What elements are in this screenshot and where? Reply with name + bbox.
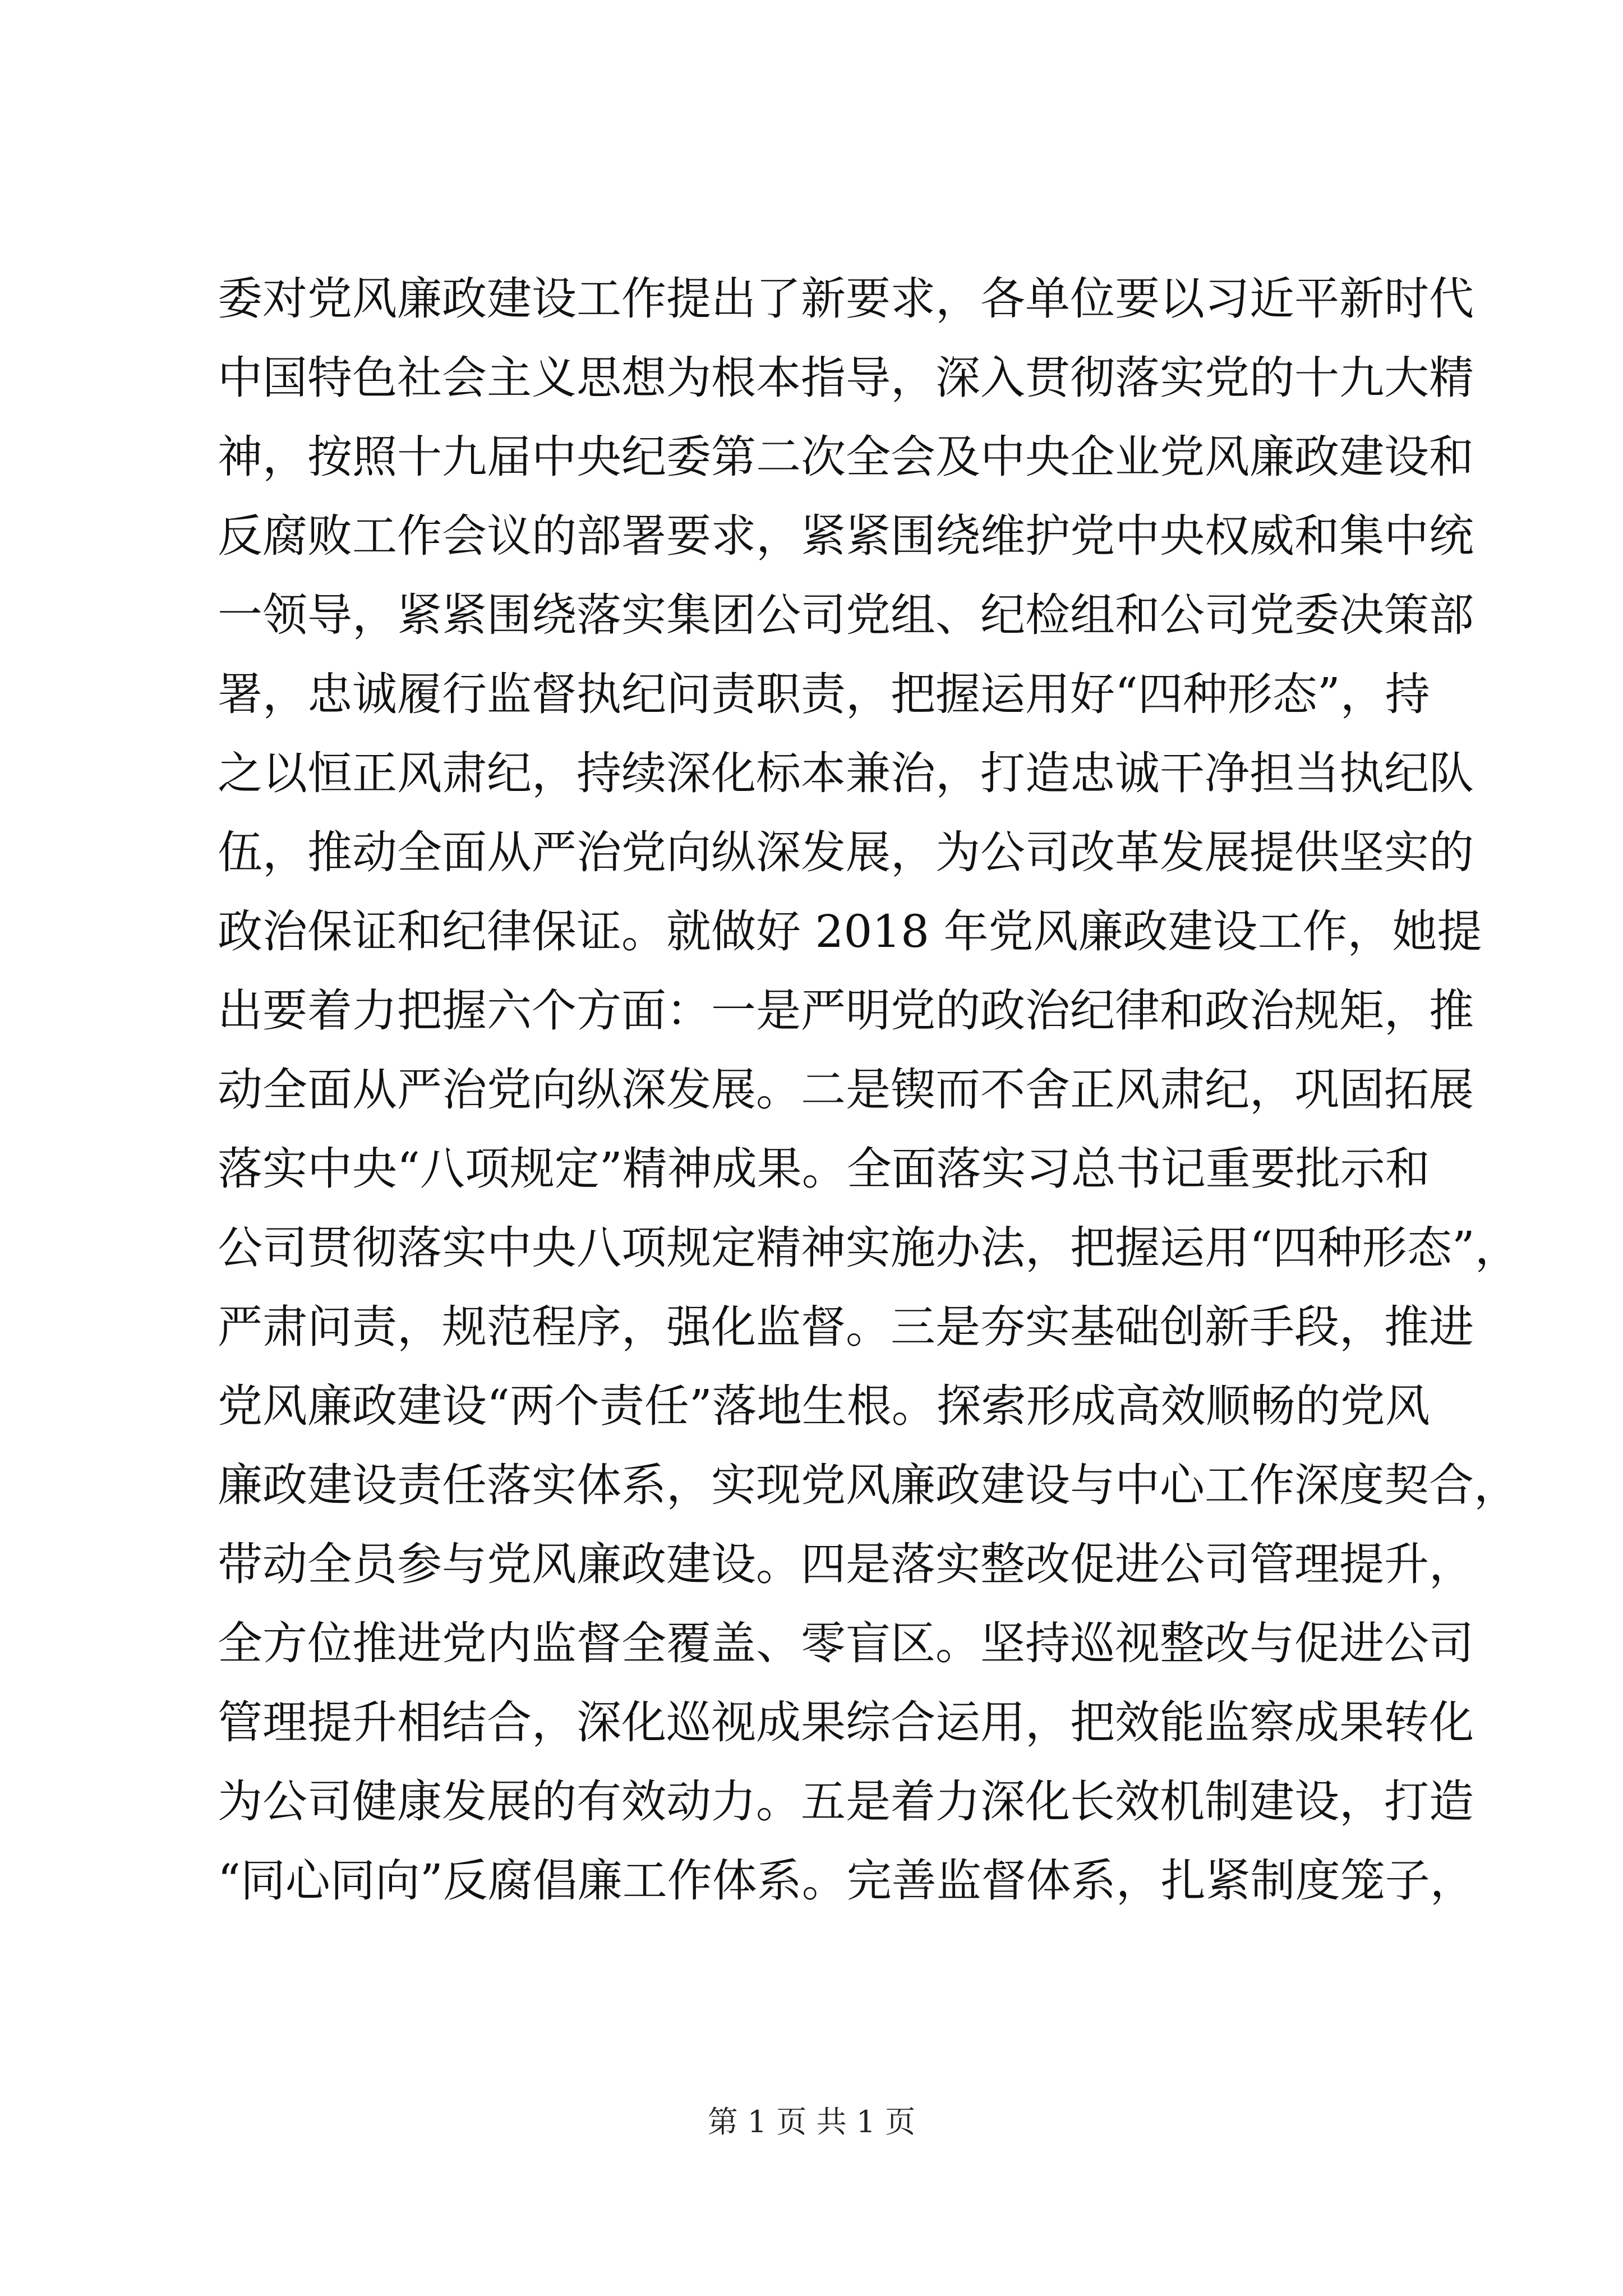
document-body	[218, 259, 1520, 1920]
text-line: 出要着力把握六个方面：一是严明党的政治纪律和政治规矩，推	[218, 984, 1474, 1037]
text-line: 廉政建设责任落实体系，实现党风廉政建设与中心工作深度契合，	[218, 1459, 1519, 1511]
text-line: 严肃问责，规范程序，强化监督。三是夯实基础创新手段，推进	[218, 1301, 1474, 1353]
text-line: 之以恒正风肃纪，持续深化标本兼治，打造忠诚干净担当执纪队	[218, 747, 1474, 799]
text-line: 反腐败工作会议的部署要求，紧紧围绕维护党中央权威和集中统	[218, 510, 1474, 562]
page-footer: 第 1 页 共 1 页	[707, 2104, 916, 2139]
text-line: 中国特色社会主义思想为根本指导，深入贯彻落实党的十九大精	[218, 352, 1474, 404]
text-line: 神，按照十九届中央纪委第二次全会及中央企业党风廉政建设和	[218, 431, 1474, 483]
text-line: 党风廉政建设“两个责任”落地生根。探索形成高效顺畅的党风	[218, 1380, 1430, 1432]
text-line: 委对党风廉政建设工作提出了新要求，各单位要以习近平新时代	[218, 273, 1474, 325]
text-line: 带动全员参与党风廉政建设。四是落实整改促进公司管理提升，	[218, 1538, 1474, 1590]
text-line: 为公司健康发展的有效动力。五是着力深化长效机制建设，打造	[218, 1775, 1474, 1828]
text-line: 落实中央“八项规定”精神成果。全面落实习总书记重要批示和	[218, 1143, 1430, 1195]
text-line: 动全面从严治党向纵深发展。二是锲而不舍正风肃纪，巩固拓展	[218, 1064, 1474, 1116]
text-line: “同心同向”反腐倡廉工作体系。完善监督体系，扎紧制度笼子，	[218, 1855, 1475, 1907]
text-line: 署，忠诚履行监督执纪问责职责，把握运用好“四种形态”，持	[218, 668, 1430, 720]
text-line: 全方位推进党内监督全覆盖、零盲区。坚持巡视整改与促进公司	[218, 1617, 1474, 1669]
text-line: 管理提升相结合，深化巡视成果综合运用，把效能监察成果转化	[218, 1696, 1474, 1749]
text-line: 一领导，紧紧围绕落实集团公司党组、纪检组和公司党委决策部	[218, 589, 1474, 641]
text-line: 政治保证和纪律保证。就做好 2018 年党风廉政建设工作，她提	[218, 905, 1482, 958]
text-line: 公司贯彻落实中央八项规定精神实施办法，把握运用“四种形态”，	[218, 1222, 1520, 1274]
text-line: 伍，推动全面从严治党向纵深发展，为公司改革发展提供坚实的	[218, 826, 1474, 878]
